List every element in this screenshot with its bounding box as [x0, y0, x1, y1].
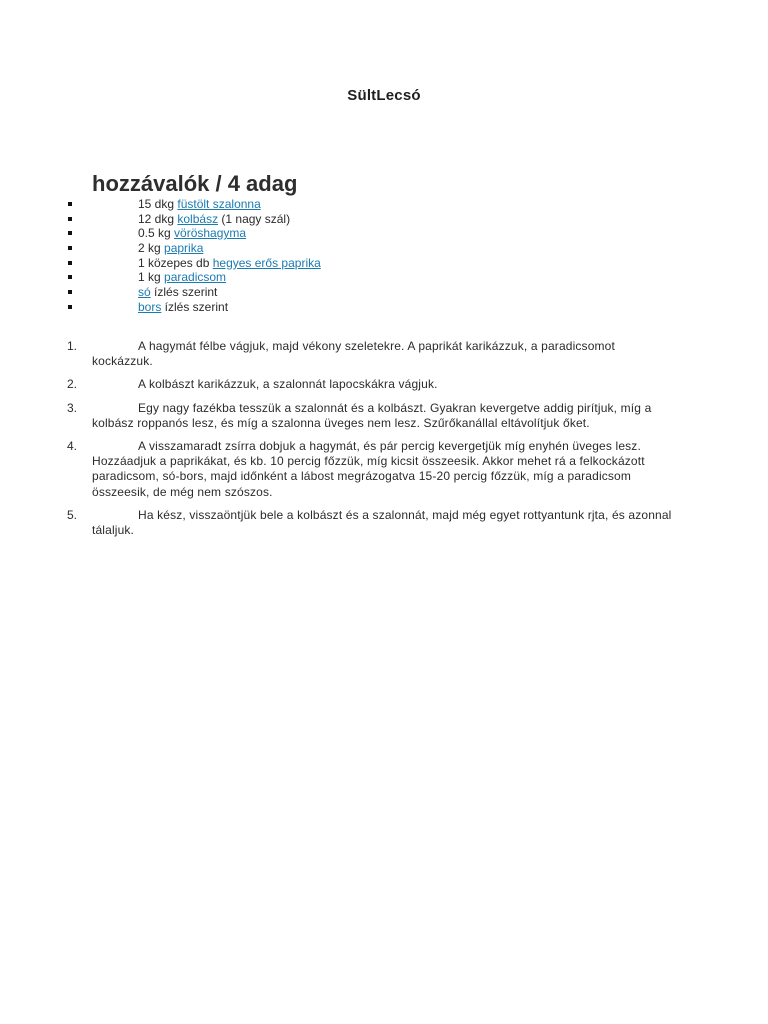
bullet-icon: [68, 217, 72, 221]
ingredient-text: [138, 241, 203, 256]
bullet-icon: [68, 202, 72, 206]
ingredient-note: ízlés szerint: [150, 285, 218, 300]
ingredient-amount: 15 dkg: [138, 197, 178, 211]
ingredient-text: [138, 285, 217, 300]
ingredient-item: [0, 300, 700, 315]
ingredient-amount: 1 közepes db: [138, 255, 213, 270]
step-number: 5.: [67, 507, 78, 522]
ingredient-item: [0, 241, 700, 256]
ingredient-text: [138, 270, 226, 285]
ingredient-amount: 12 dkg: [138, 211, 178, 226]
step-item: [0, 377, 700, 392]
ingredient-item: [0, 270, 700, 285]
ingredient-link[interactable]: bors: [138, 299, 162, 314]
bullet-icon: [68, 231, 72, 235]
step-text: A visszamaradt zsírra dobjuk a hagymát, és pár percig kevergetjük míg enyhén üveges lesz. Hozzáadjuk a paprikákat, és kb. 10 percig főzzük, míg kicsit összeesik. Akkor mehet rá a felkockázott paradicsom, só-bors, majd időnként a lábost megrázogatva 15-20 percig főzzük, míg a paradicsom összeesik, de még nem szószos.: [92, 439, 645, 499]
ingredient-amount: 1 kg: [138, 270, 165, 285]
ingredient-link[interactable]: paprika: [164, 241, 204, 256]
bullet-icon: [68, 275, 72, 279]
step-number: 4.: [67, 439, 78, 454]
ingredient-link[interactable]: hegyes erős paprika: [212, 255, 321, 270]
ingredient-item: [0, 285, 700, 300]
ingredient-text: [138, 300, 228, 315]
step-text: Egy nagy fazékba tesszük a szalonnát és a kolbászt. Gyakran kevergetve addig pirítjuk, míg a kolbász roppanós lesz, és míg a szalonna üveges nem lesz. Szűrőkanállal eltávolítjuk őket.: [92, 400, 652, 430]
step-text: Ha kész, visszaöntjük bele a kolbászt és a szalonnát, majd még egyet rottyantunk rjta, és azonnal tálaljuk.: [92, 507, 672, 538]
bullet-icon: [68, 305, 72, 309]
ingredient-item: [0, 212, 700, 227]
ingredients-heading: hozzávalók / 4 adag: [92, 171, 298, 196]
ingredients-list: [0, 197, 700, 315]
step-text: A hagymát félbe vágjuk, majd vékony szeletekre. A paprikát karikázzuk, a paradicsomot kockázzuk.: [92, 339, 615, 369]
ingredient-item: [0, 226, 700, 241]
ingredient-text: [138, 212, 290, 227]
ingredient-item: [0, 197, 700, 212]
ingredient-text: [138, 226, 246, 241]
ingredient-link[interactable]: só: [138, 285, 151, 300]
ingredient-note: (1 nagy szál): [218, 211, 291, 226]
ingredient-item: [0, 256, 700, 271]
step-item: [0, 508, 700, 538]
step-number: 3.: [67, 400, 78, 415]
ingredient-text: [138, 197, 261, 212]
bullet-icon: [68, 261, 72, 265]
step-number: 1.: [67, 339, 78, 353]
step-item: [0, 339, 700, 369]
steps-list: [0, 339, 700, 546]
ingredient-link[interactable]: vöröshagyma: [174, 226, 247, 241]
ingredient-amount: 0.5 kg: [138, 226, 175, 241]
step-text: A kolbászt karikázzuk, a szalonnát lapocskákra vágjuk.: [138, 377, 438, 392]
ingredient-amount: 2 kg: [138, 241, 165, 256]
ingredient-link[interactable]: füstölt szalonna: [177, 197, 261, 211]
step-item: [0, 439, 700, 500]
ingredient-link[interactable]: kolbász: [177, 211, 219, 226]
ingredient-text: [138, 256, 321, 271]
step-number: 2.: [67, 377, 78, 392]
ingredient-link[interactable]: paradicsom: [164, 270, 227, 285]
bullet-icon: [68, 246, 72, 250]
step-item: [0, 401, 700, 431]
page-title: SültLecsó: [347, 87, 421, 104]
ingredient-note: ízlés szerint: [161, 299, 229, 314]
bullet-icon: [68, 290, 72, 294]
